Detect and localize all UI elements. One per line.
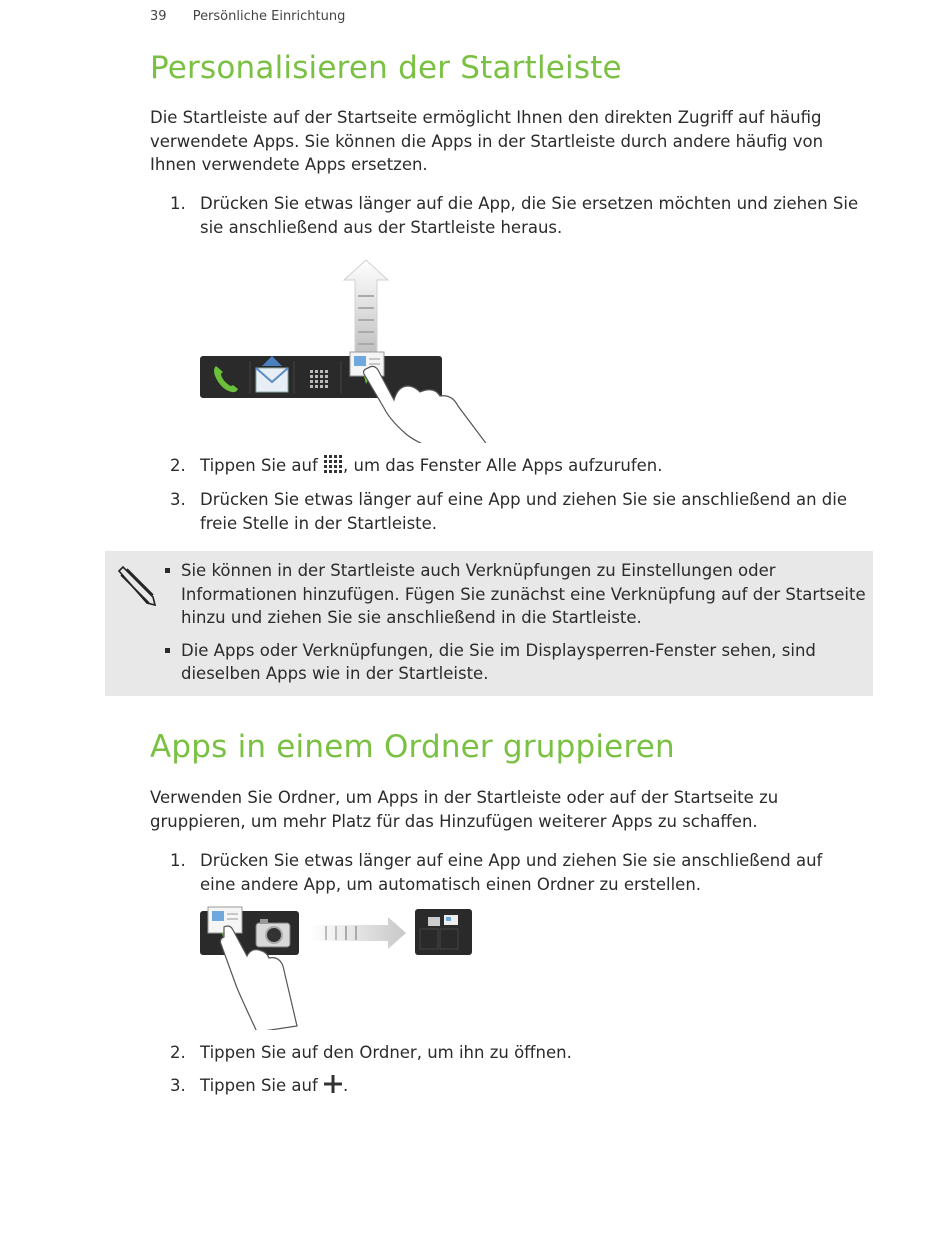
step-number: 2. — [170, 456, 186, 475]
pencil-icon — [113, 561, 159, 607]
plus-icon — [323, 1074, 343, 1094]
note-box — [105, 551, 873, 696]
section-title-startleiste: Personalisieren der Startleiste — [150, 50, 622, 86]
page-number: 39 — [150, 9, 167, 24]
step-number: 3. — [170, 1076, 186, 1095]
section-intro-startleiste: Die Startleiste auf der Startseite ermöglicht Ihnen den direkten Zugriff auf häufig verwendete Apps. Sie können die Apps in der Startleiste durch andere häufig von Ihnen verwendete Apps ersetzen. — [150, 108, 824, 174]
step-text-before: Tippen Sie auf — [200, 1076, 318, 1095]
step-text — [200, 1074, 860, 1098]
note-list — [165, 559, 870, 695]
launch-bar-illustration — [198, 258, 498, 443]
transition-arrow — [310, 917, 406, 949]
step-text-before: Tippen Sie auf — [200, 456, 318, 475]
step-text — [200, 454, 860, 478]
section-title-ordner: Apps in einem Ordner gruppieren — [150, 729, 675, 765]
section-name: Persönliche Einrichtung — [192, 9, 346, 24]
camera-icon — [256, 919, 290, 947]
step-text: Tippen Sie auf den Ordner, um ihn zu öffnen. — [200, 1043, 572, 1062]
folder-icon — [415, 909, 472, 955]
all-apps-icon — [323, 454, 343, 474]
folder-illustration — [198, 905, 478, 1030]
page-header — [150, 9, 345, 24]
step-text: Drücken Sie etwas länger auf die App, die Sie ersetzen möchten und ziehen Sie sie anschließend aus der Startleiste heraus. — [200, 194, 859, 237]
note-item: Die Apps oder Verknüpfungen, die Sie im Displaysperren-Fenster sehen, sind dieselben Apps wie in der Startleiste. — [165, 639, 870, 686]
step-text-after: . — [343, 1076, 349, 1095]
drag-up-arrow — [344, 260, 388, 358]
step-text: Drücken Sie etwas länger auf eine App und ziehen Sie sie anschließend auf eine andere App, um automatisch einen Ordner zu erstellen. — [200, 851, 823, 894]
step-number: 3. — [170, 490, 186, 509]
step-number: 2. — [170, 1043, 186, 1062]
step-text-after: , um das Fenster Alle Apps aufzurufen. — [343, 456, 663, 475]
step-number: 1. — [170, 194, 186, 213]
section-intro-ordner: Verwenden Sie Ordner, um Apps in der Startleiste oder auf der Startseite zu gruppieren, um mehr Platz für das Hinzufügen weiterer Apps zu schaffen. — [150, 788, 779, 831]
step-text: Drücken Sie etwas länger auf eine App und ziehen Sie sie anschließend an die freie Stelle in der Startleiste. — [200, 490, 847, 533]
note-item: Sie können in der Startleiste auch Verknüpfungen zu Einstellungen oder Informationen hinzufügen. Fügen Sie zunächst eine Verknüpfung auf der Startseite hinzu und ziehen Sie sie anschließend in die Startleiste. — [165, 559, 870, 630]
step-number: 1. — [170, 851, 186, 870]
